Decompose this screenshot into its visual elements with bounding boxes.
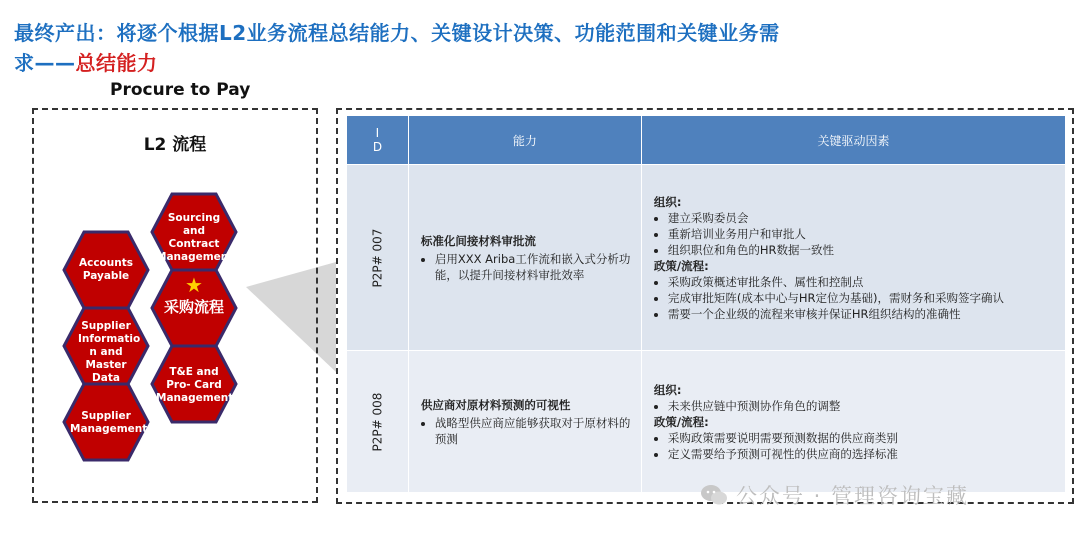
policy-list [654, 274, 1055, 322]
title-line-2-prefix: 求—— [14, 51, 76, 75]
table-row [347, 165, 1066, 351]
org-list [654, 210, 1055, 258]
capability-panel [336, 108, 1074, 504]
capability-cell [408, 165, 641, 351]
hex-label-supplier-mgmt: Supplier Management [70, 410, 148, 435]
title-line-2 [14, 48, 894, 78]
list-item: • 采购政策需要说明需要预测数据的供应商类别 [668, 430, 1055, 446]
policy-list [654, 430, 1055, 462]
drivers-cell [641, 351, 1065, 493]
list-item: • 未来供应链中预测协作角色的调整 [668, 398, 1055, 414]
drivers-cell [641, 165, 1065, 351]
star-icon: ★ [185, 273, 203, 297]
header-id-top: I [375, 126, 380, 140]
policy-label: 政策/流程: [653, 258, 709, 273]
org-list [654, 398, 1055, 414]
list-item: • 定义需要给予预测可视性的供应商的选择标准 [668, 446, 1055, 462]
table-row [347, 351, 1066, 493]
hex-label-sourcing: Sourcing and Contract Management [156, 212, 234, 263]
list-item: • 完成审批矩阵(成本中心与HR定位为基础)，需财务和采购签字确认 [668, 290, 1055, 306]
row-id: P2P# 008 [370, 392, 385, 451]
list-item: • 建立采购委员会 [668, 210, 1055, 226]
list-item: • 重新培训业务用户和审批人 [668, 226, 1055, 242]
header-id-bottom: D [372, 140, 383, 154]
watermark-text: 公众号 · 管理咨询宝藏 [736, 484, 970, 508]
list-item: • 启用XXX Ariba工作流和嵌入式分析功能，以提升间接材料审批效率 [435, 251, 631, 283]
header-id [347, 116, 409, 165]
capability-cell [408, 351, 641, 493]
title-accent: 总结能力 [75, 51, 158, 75]
process-subtitle: Procure to Pay [110, 80, 251, 100]
capability-table [346, 115, 1066, 493]
page-title [14, 18, 894, 78]
hex-label-accounts: Accounts Payable [78, 257, 133, 282]
list-item: • 战略型供应商应能够获取对于原材料的预测 [435, 415, 631, 447]
wechat-icon [700, 484, 728, 506]
hex-label-supplier-info: Supplier Informatio n and Master Data [78, 320, 141, 384]
org-label: 组织: [653, 382, 682, 397]
row-id-cell [347, 165, 409, 351]
capability-list [421, 251, 631, 283]
row-id-cell [347, 351, 409, 493]
capability-title: 供应商对原材料预测的可视性 [420, 397, 571, 412]
list-item: • 采购政策概述审批条件、属性和控制点 [668, 274, 1055, 290]
hexagon-cluster [56, 184, 296, 484]
header-capability: 能力 [408, 116, 641, 165]
hex-label-te: T&E and Pro- Card Management [156, 366, 234, 404]
list-item: • 需要一个企业级的流程来审核并保证HR组织结构的准确性 [668, 306, 1055, 322]
capability-list [421, 415, 631, 447]
header-drivers: 关键驱动因素 [641, 116, 1065, 165]
watermark [700, 480, 969, 510]
table-header-row [347, 116, 1066, 165]
capability-title: 标准化间接材料审批流 [420, 233, 536, 248]
l2-heading: L2 流程 [143, 135, 207, 155]
row-id: P2P# 007 [370, 228, 385, 287]
org-label: 组织: [653, 194, 682, 209]
title-line-1: 最终产出：将逐个根据L2业务流程总结能力、关键设计决策、功能范围和关键业务需 [14, 21, 780, 45]
list-item: • 组织职位和角色的HR数据一致性 [668, 242, 1055, 258]
l2-process-panel [32, 108, 318, 503]
hex-label-center: 采购流程 [163, 298, 224, 316]
policy-label: 政策/流程: [653, 414, 709, 429]
